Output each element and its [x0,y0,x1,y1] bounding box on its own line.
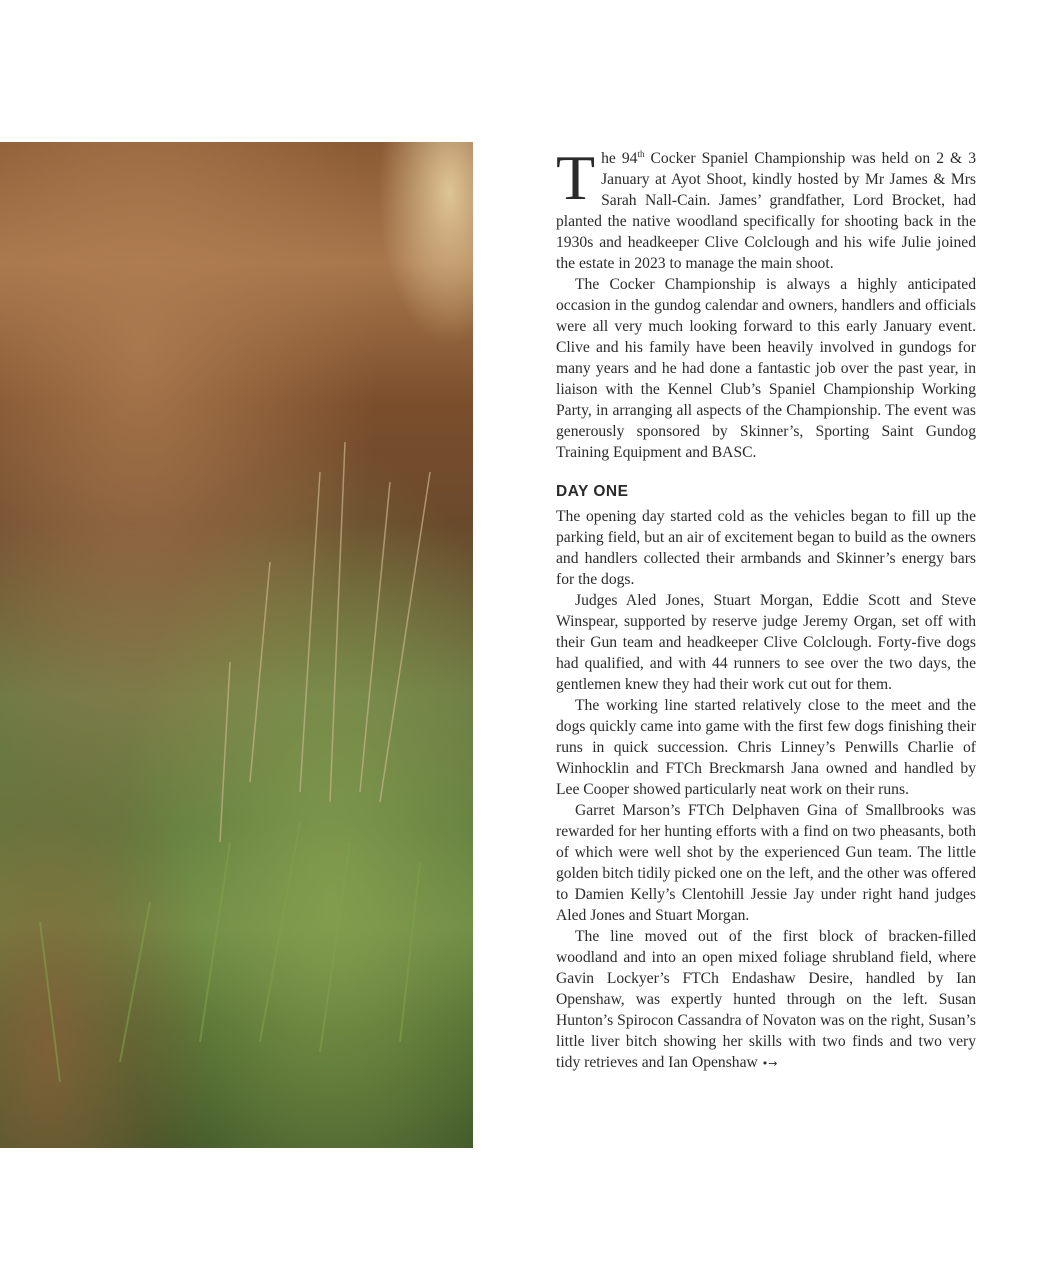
drop-cap: T [556,142,596,213]
section-heading: DAY ONE [556,483,629,500]
paragraph: The Cocker Championship is always a highly anticipated occasion in the gundog calendar and owners, handlers and officials were all very much looking forward to this early January event. Clive and his family have been heavily involved in gundogs for many years and he had done a fantastic job over the past year, in liaison with the Kennel Club’s Spaniel Championship Working Party, in arranging all aspects of the Championship. The event was generously sponsored by Skinner’s, Sporting Saint Gundog Training Equipment and BASC. [556,276,976,461]
photo-illustration [0,142,473,1148]
paragraph-last: The line moved out of the first block of bracken-filled woodland and into an open mixed foliage shrubland field, where Gavin Lockyer’s FTCh Endashaw Desire, handled by Ian Openshaw, was expertly hunted through on the left. Susan Hunton’s Spirocon Cassandra of Novaton was on the right, Susan’s little liver bitch showing her skills with two finds and two very tidy retrieves and Ian Openshaw •→ [556,928,976,1071]
grass-bracken-photo [0,142,473,1148]
paragraph: The working line started relatively close to the meet and the dogs quickly came into game with the first few dogs finishing their runs in quick succession. Chris Linney’s Penwills Charlie of Winhocklin and FTCh Breckmarsh Jana owned and handled by Lee Cooper showed particularly neat work on their runs. [556,697,976,798]
paragraph-intro: The 94th Cocker Spaniel Championship was held on 2 & 3 January at Ayot Shoot, kindly hosted by Mr James & Mrs Sarah Nall-Cain. James’ grandfather, Lord Brocket, had planted the native woodland specifically for shooting back in the 1930s and headkeeper Clive Colclough and his wife Julie joined the estate in 2023 to manage the main shoot. [556,142,976,272]
paragraph: Garret Marson’s FTCh Delphaven Gina of Smallbrooks was rewarded for her hunting efforts with a find on two pheasants, both of which were well shot by the experienced Gun team. The little golden bitch tidily picked one on the left, and the other was offered to Damien Kelly’s Clentohill Jessie Jay under right hand judges Aled Jones and Stuart Morgan. [556,802,976,924]
paragraph: The opening day started cold as the vehicles began to fill up the parking field, but an air of excitement began to build as the owners and handlers collected their armbands and Skinner’s energy bars for the dogs. [556,508,976,588]
article-body [556,142,976,1074]
paragraph: Judges Aled Jones, Stuart Morgan, Eddie Scott and Steve Winspear, supported by reserve judge Jeremy Organ, set off with their Gun team and headkeeper Clive Colclough. Forty-five dogs had qualified, and with 44 runners to see over the two days, the gentlemen knew they had their work cut out for them. [556,592,976,693]
continue-arrow-icon: •→ [761,1057,778,1070]
